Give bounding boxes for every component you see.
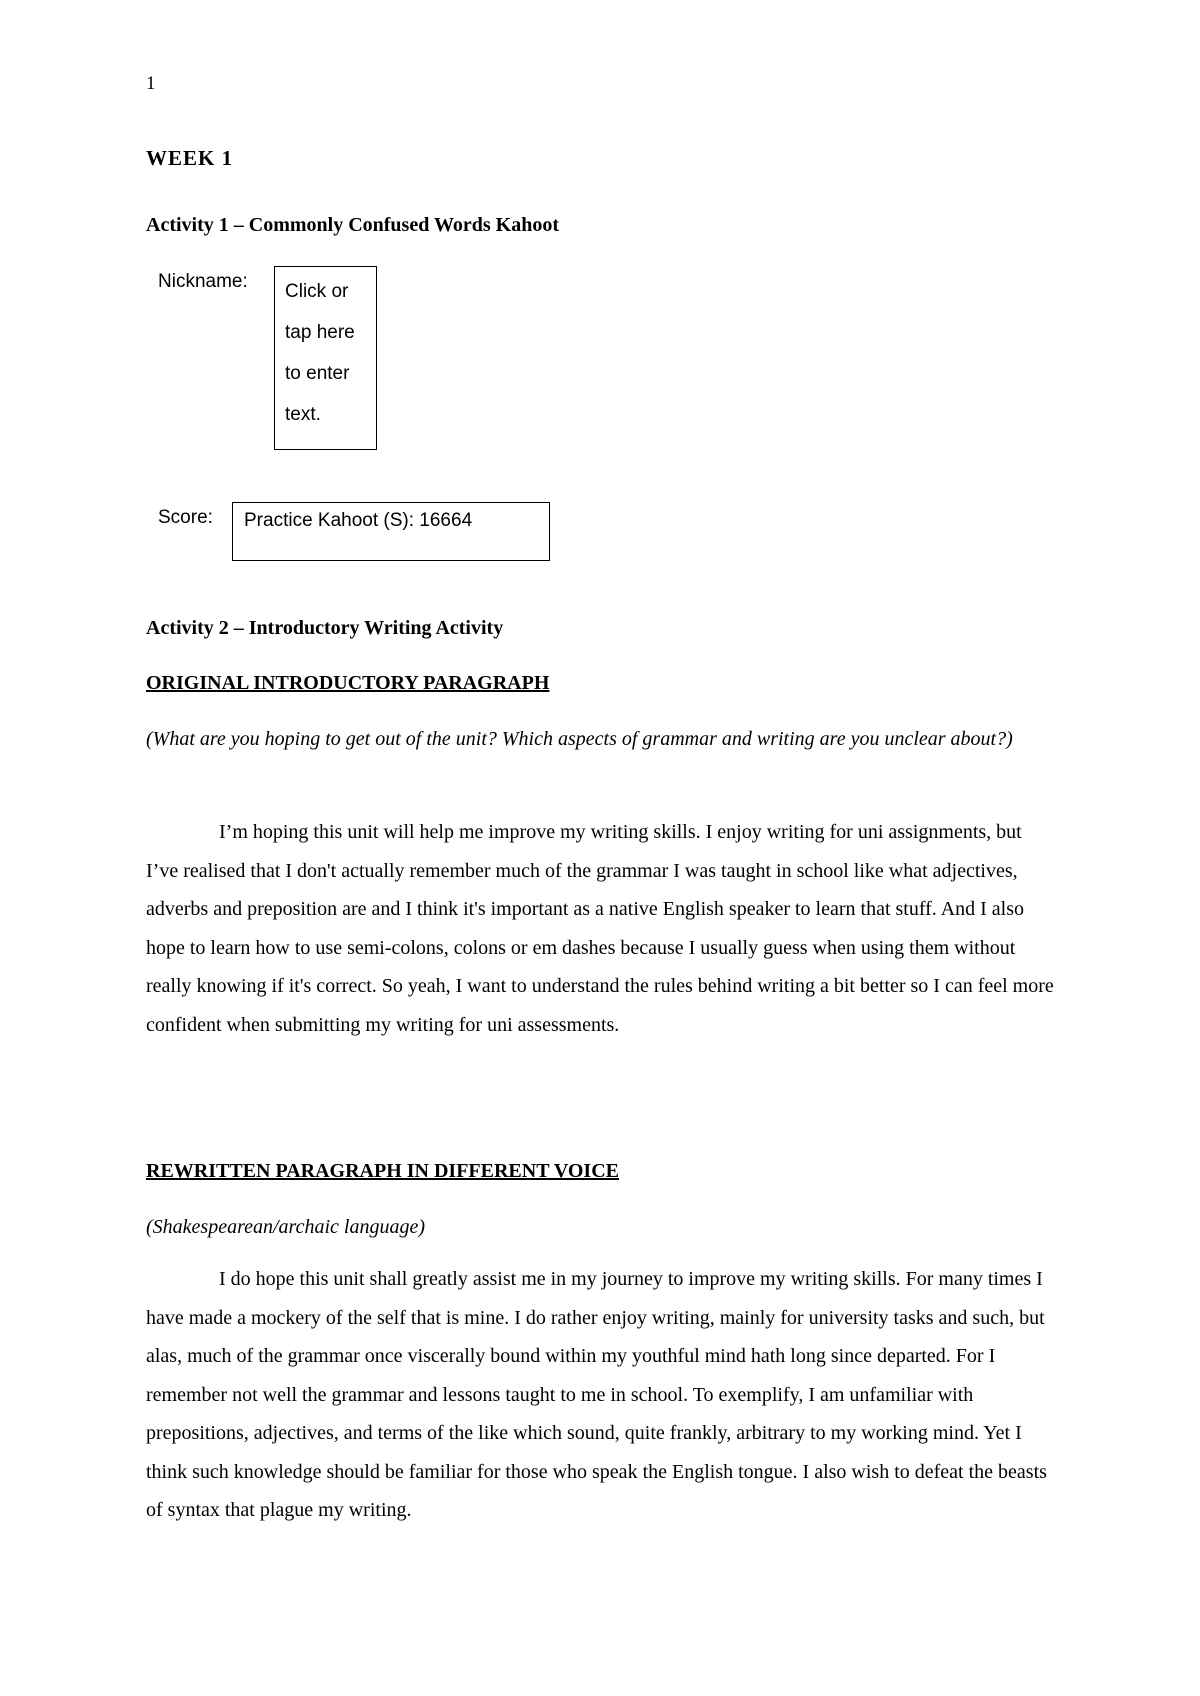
nickname-label: Nickname: [158,271,248,292]
rewritten-paragraph: I do hope this unit shall greatly assist me in my journey to improve my writing skills. For many times I have made a mockery of the self that is mine. I do rather enjoy writing, mainly for university tasks and such, but alas, much of the grammar once viscerally bound within my youthful mind hath long since departed. For I remember not well the grammar and lessons taught to me in school. To exemplify, I am unfamiliar with prepositions, adjectives, and terms of the like which sound, quite frankly, arbitrary to my working mind. Yet I think such knowledge should be familiar for those who speak the English tongue. I also wish to defeat the beasts of syntax that plague my writing. [146,1268,1047,1521]
original-paragraph-heading: ORIGINAL INTRODUCTORY PARAGRAPH [146,672,550,694]
activity1-heading: Activity 1 – Commonly Confused Words Kahoot [146,214,559,236]
score-label: Score: [158,507,213,528]
original-paragraph: I’m hoping this unit will help me improve my writing skills. I enjoy writing for uni assignments, but I’ve realised that I don't actually remember much of the grammar I was taught in school like what adjectives, adverbs and preposition are and I think it's important as a native English speaker to learn that stuff. And I also hope to learn how to use semi-colons, colons or em dashes because I usually guess when using them without really knowing if it's correct. So yeah, I want to understand the rules behind writing a bit better so I can feel more confident when submitting my writing for uni assessments. [146,821,1054,1036]
page-number: 1 [146,73,156,94]
score-field[interactable]: Practice Kahoot (S): 16664 [232,502,550,561]
original-prompt: (What are you hoping to get out of the unit? Which aspects of grammar and writing are you unclear about?) [146,728,1013,750]
week-title: WEEK 1 [146,146,234,170]
rewritten-paragraph-heading: REWRITTEN PARAGRAPH IN DIFFERENT VOICE [146,1160,619,1182]
rewritten-prompt: (Shakespearean/archaic language) [146,1216,425,1238]
activity2-heading: Activity 2 – Introductory Writing Activity [146,617,504,639]
nickname-field[interactable]: Click or tap here to enter text. [274,266,377,450]
